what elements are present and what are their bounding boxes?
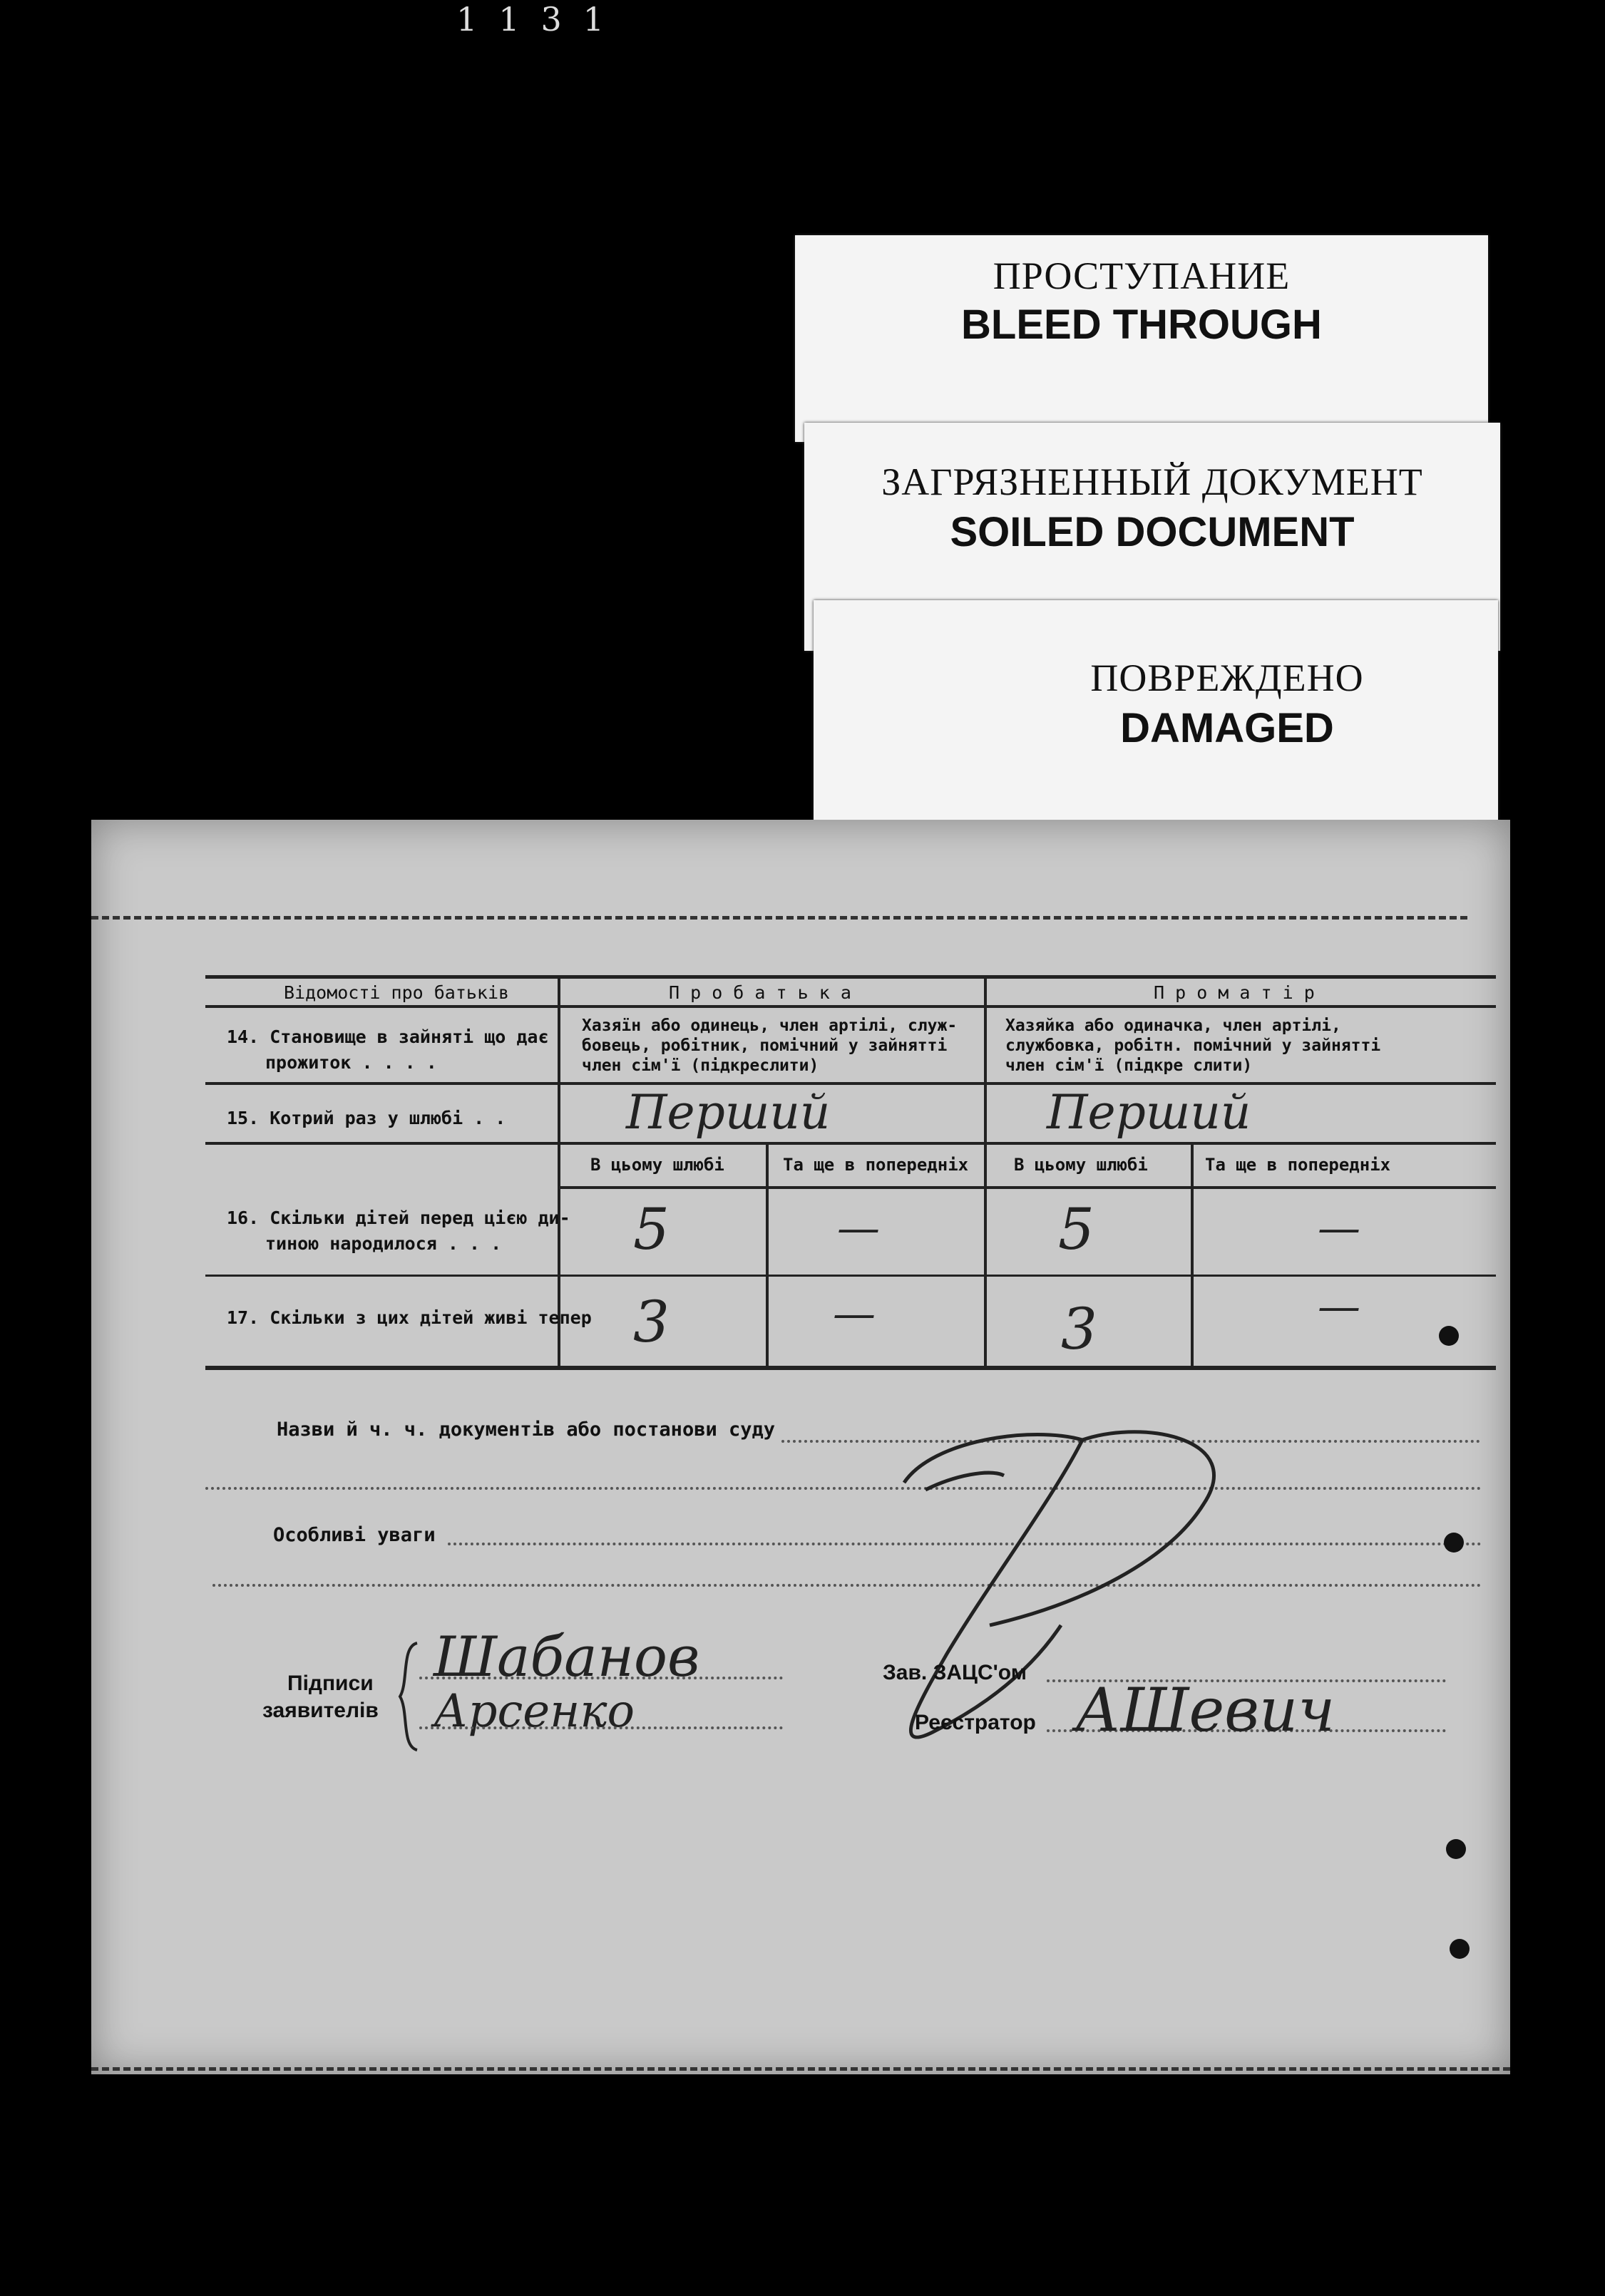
binding-hole — [1450, 1939, 1470, 1959]
table-rule — [205, 1275, 1496, 1277]
tag-en-text: SOILED DOCUMENT — [950, 509, 1355, 555]
row16-mother-this: 5 — [1058, 1196, 1094, 1262]
head-zags-label: Зав. ЗАЦС'ом — [883, 1661, 1027, 1684]
table-rule — [205, 1005, 1496, 1008]
row15-father-handwriting: Перший — [626, 1085, 831, 1140]
tag-ru-text: ПОВРЕЖДЕНО — [1090, 657, 1364, 699]
tag-ru-text: ПРОСТУПАНИЕ — [993, 254, 1291, 297]
row14-father-options: бовець, робітник, помічний у зайнятті — [582, 1036, 948, 1055]
binding-hole — [1446, 1839, 1466, 1859]
row14-mother-options: службовка, робітн. помічний у зайнятті — [1005, 1036, 1381, 1055]
remarks-label: Особливі уваги — [273, 1524, 436, 1546]
row14-mother-options: член сім'ї (підкре слити) — [1005, 1056, 1253, 1075]
header-father: П р о б а т ь к а — [669, 982, 851, 1003]
row14-father-options: Хазяїн або одинець, член артілі, служ- — [582, 1016, 958, 1035]
row16-father-prev: — — [837, 1203, 880, 1253]
signature-line — [419, 1677, 783, 1679]
tag-en-text: DAMAGED — [1120, 705, 1334, 751]
row17-mother-prev: — — [1318, 1282, 1360, 1332]
table-rule — [560, 1186, 1496, 1189]
documents-label: Назви й ч. ч. документів або постанови суду — [277, 1419, 775, 1441]
bleed-through-tag — [795, 235, 1488, 442]
row15-label: 15. Котрий раз у шлюбі . . — [227, 1108, 506, 1128]
damaged-tag — [814, 600, 1498, 835]
tear-line-top — [91, 916, 1467, 920]
signatures-label: Підписи — [287, 1672, 374, 1695]
signatures-label-cont: заявителів — [262, 1699, 379, 1722]
applicant-signature-1: Шабанов — [434, 1625, 700, 1689]
signature-line — [419, 1726, 783, 1729]
binding-hole — [1439, 1326, 1459, 1346]
row14-label: 14. Становище в зайняті що дає — [227, 1026, 549, 1047]
row17-father-this: 3 — [633, 1289, 670, 1355]
applicant-signature-2: Арсенко — [434, 1685, 635, 1738]
registry-form-page — [91, 820, 1510, 2074]
registrar-label: Реєстратор — [915, 1711, 1036, 1734]
row16-mother-prev: — — [1318, 1203, 1360, 1253]
tag-en-text: BLEED THROUGH — [961, 302, 1322, 348]
row17-mother-this: 3 — [1061, 1296, 1097, 1362]
row16-father-this: 5 — [633, 1196, 670, 1262]
subheader-previous-mother: Та ще в попередніх — [1205, 1155, 1391, 1175]
tag-ru-text: ЗАГРЯЗНЕННЫЙ ДОКУМЕНТ — [881, 460, 1423, 503]
header-mother: П р о м а т і р — [1154, 982, 1315, 1003]
table-rule — [205, 1082, 1496, 1085]
subheader-previous-father: Та ще в попередніх — [783, 1155, 969, 1175]
row17-father-prev: — — [833, 1289, 876, 1339]
table-rule — [205, 1366, 1496, 1370]
row14-label-cont: прожиток . . . . — [265, 1052, 437, 1073]
binding-hole — [1444, 1533, 1464, 1553]
table-rule — [766, 1142, 769, 1369]
row17-label: 17. Скільки з цих дітей живі тепер — [227, 1307, 592, 1328]
film-frame-number: 1131 — [456, 0, 626, 38]
table-rule — [1191, 1142, 1194, 1369]
brace-icon — [394, 1639, 423, 1754]
subheader-this-marriage-father: В цьому шлюбі — [590, 1155, 724, 1175]
row16-label-cont: тиною народилося . . . — [265, 1233, 502, 1254]
header-info: Відомості про батьків — [284, 982, 510, 1003]
table-rule — [205, 1142, 1496, 1145]
table-rule — [205, 975, 1496, 979]
row16-label: 16. Скільки дітей перед цією ди- — [227, 1208, 570, 1228]
registrar-signature: АШевич — [1075, 1675, 1335, 1745]
row14-mother-options: Хазяйка або одиначка, член артілі, — [1005, 1016, 1341, 1035]
subheader-this-marriage-mother: В цьому шлюбі — [1014, 1155, 1148, 1175]
tear-line-bottom — [91, 2067, 1510, 2071]
row15-mother-handwriting: Перший — [1047, 1085, 1251, 1140]
row14-father-options: член сім'ї (підкреслити) — [582, 1056, 819, 1075]
table-rule — [984, 975, 987, 1369]
